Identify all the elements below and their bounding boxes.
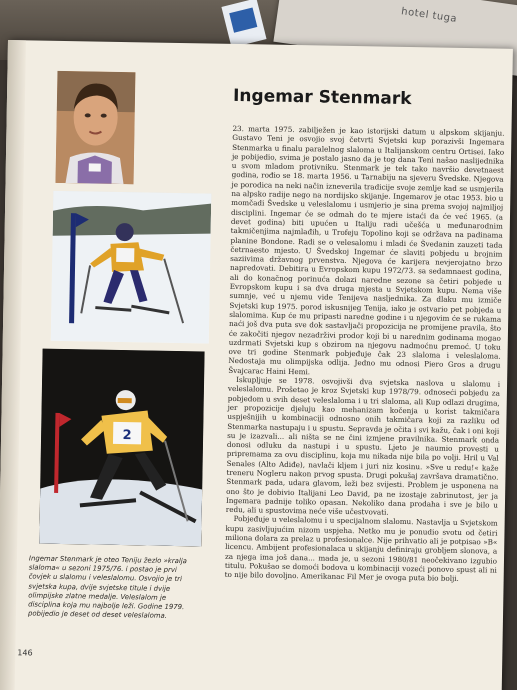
portrait-illustration [56,71,136,184]
skier-illustration-2 [39,349,204,547]
skier-photo-2 [39,349,204,547]
skier-photo-1 [51,191,212,344]
article-paragraph-3: Pobjeđuje u veleslalomu i u specijalnom slalomu. Nastavlja u Svjetskom kupu zasivljujućim nizom uspjeha. Netko mu je ponudio svotu od četiri miliona dolara za prelaz u profesionalce. Nije prihvatio ali je potpisao »B« licencu. Ambijent profesionalaca u skijanju definiraju grobljem slonova, a za njega ima još dana... mada je, u sezoni 1980/81 neočekivano izgubio titulu. Pokušao se domoći bodova u kombinaciji vozeći ponovo spust ali ni to nije bilo dovoljno. Amerikanac Fil Mer je ovoga puta bio bolji. [224,514,498,584]
portrait-photo [56,71,136,184]
skier-illustration-1 [51,191,212,344]
article-paragraph-2: Iskupljuje se 1978. osvojivši dva svjetska naslova u slalomu i veleslalomu. Prošetao je kroz Svjetski kup 1978/79. odnoseći pobjedu za pobjedom u svih deset veleslaloma i u tri slaloma, ali Kup odlazi drugima, jer propozicije djeluju kao mehanizam kočenja u korist takmičara uspješnijih u kombinaciji odnosno onih takmičara koji za razliku od Stenmarka nastupaju i u spustu. Sepravda je očita i svi kažu, čak i oni koji su je izazvali... ali ništa se ne čini izmjene pravilnika. Stenmark onda donosi odluku da nastupi i u spustu. Ljeto je naumio provesti u pripremama za ovu disciplinu, koja mu nikada nije bila po volji. Hril u Val Senales (Alto Adiđe), navlači kljem i juri niz kosinu. »Sve u redu!« kaže treneru Nogleru nakon prvog spusta. Drugi pokušaj završava dramatično. Stenmark pada, udara glavom, leži bez svijesti. Problem je usponena na ono što je dobivio Italijani Leo David, pa ne izostaje zabrinutost, jer ja Ingemara padnije toliko opasan. Nekoliko dana prodaha i sve je bilo u redu, ali u spustovima neće više učestvovati. [225,375,501,517]
photo-caption: Ingemar Stenmark je oteo Teniju žezlo »kralja slaloma« u sezoni 1975/76. i postao je prvi čovjek u slalomu i veleslalomu. Osvojio je tri svjetska kupa, dvije svjetske titule i dvije olimpijske zlatne medalje. Veleslalom je disciplina koja mu najbolje leži. Godine 1979. pobijedio je deset od deset veleslaloma. [27,554,188,621]
page-number: 146 [17,648,33,658]
background-book-text: hotel tuga [400,6,458,25]
article-paragraph-1: 23. marta 1975. zabilježen je kao istorijski datum u alpskom skijanju. Gustavo Teni je osvojio svoj četvrti Svjetski kup porazivši Ingemara Stenmarka u finalu paralelnog slaloma u Italijanskom centru Ortisei. Iako je pobijedio, svima je postalo jasno da je tog dana Teni našao naslijednika u svom mladom protivniku. Stenmark je tek tako navršio devetnaest godina, rođio se 18. marta 1956. u Tarnabiju na sjeveru Švedske. Njegova je porodica na neki način izneverila tradicije svoje zemlje kad se usmjerila na alpsko radije nego na nordijsko skijanje. Ingemarov je otac 1953. bio u momčadi Švedske u veleslalomu i usmjerio je sina prema svojoj najmiljoj disciplini. Ingemar će se odmah do te mjere istaći da će već 1965. (a devet godina) biti upućen u Italiju radi učešća u međunarodnim takmičenjima najmlađih, u Trofeju Topolino koji se održava na padinama planine Bondone. Radi se o velesalomu i mladi će Švedanin zauzeti tada četrnaesto mjesto. U Švedskoj Ingemar će slaviti pobjedu u brojnim saziivima državnog prvenstva. Njegova će karijera nevjerojatno brzo napredovati. Debitira u Evropskom kupu 1972/73. sa sedamnaest godina, ali do konačnog porinuća dolazi naredne sezone sa četiri pobjede u Evropskom kupu i sa dva druga mjesta u Svjetskom kupu. Nema više sumnje, već u njemu vide Tenijeva nasljednika. Za dlaku mu izmiče Svjetski kup 1975. porod iskusnijeg Tenija, iako je ostvario pet pobjeda u slalomima. Kup će mu pripasti naredne godine i u njegovim će se rukama naći još dva puta sve dok sastavljači propozicija ne promijene pravila, što će zakočiti njegov nezadrživi prodor koji bi u narednim godinama mogao uzdrmati Svjetski kup s obzirom na njegovu nadmoćnu premoć. U toku ove tri godine Stenmark pobjeđuje čak 23 slaloma i veleslaloma. Nedostaja mu olimpijska odlija. Jedno mu odnosi Piero Gros a drugu Švajcarac Haini Hemi. [228,123,505,377]
page-binding-edge [0,40,26,690]
article-body [225,124,505,584]
book-page [0,40,513,690]
article-title: Ingemar Stenmark [232,85,412,110]
blue-sticker-icon [229,7,257,32]
bib-number: 2 [122,428,132,444]
